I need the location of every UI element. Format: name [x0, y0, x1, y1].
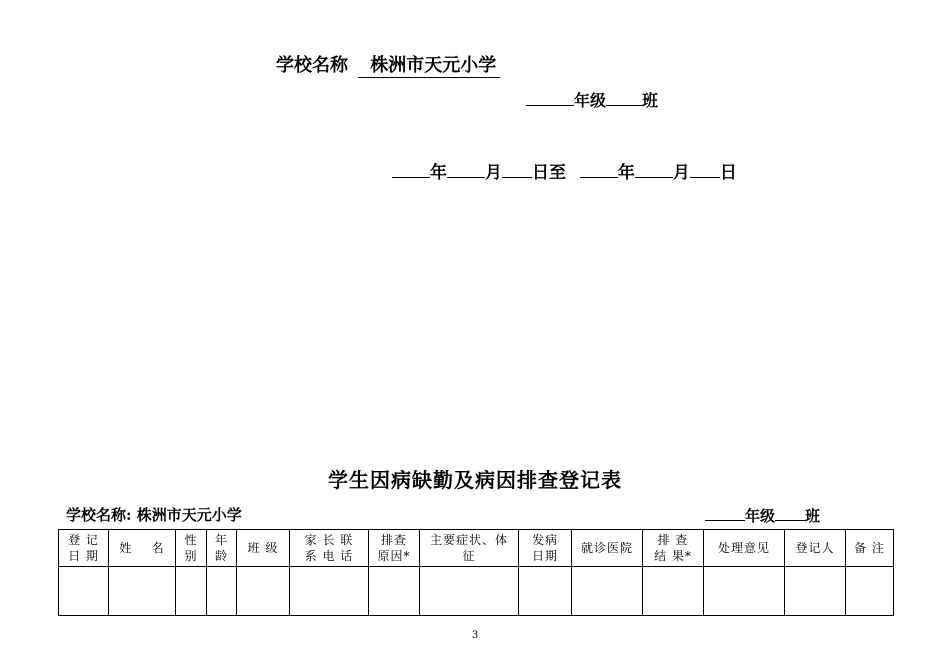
end-day-label: 日 [719, 163, 737, 183]
class-blank [606, 88, 642, 106]
table-cell[interactable] [59, 567, 109, 616]
table-header-row [59, 530, 894, 567]
col-name: 姓 名 [109, 530, 176, 567]
class-label: 班 [642, 91, 659, 110]
col-symptoms: 主要症状、体 征 [420, 530, 519, 567]
start-day-to-label: 日至 [532, 163, 566, 183]
table-row [59, 567, 894, 616]
table-cell[interactable] [290, 567, 369, 616]
table-cell[interactable] [572, 567, 643, 616]
page-number: 3 [471, 630, 479, 641]
col-check-result: 排 查 结 果* [643, 530, 704, 567]
end-year-label: 年 [617, 163, 635, 183]
col-age: 年 龄 [207, 530, 237, 567]
form-school-line: 学校名称: 株洲市天元小学 [66, 506, 242, 524]
form-grade-label: 年级 [745, 506, 776, 525]
col-register-date: 登 记 日 期 [59, 530, 109, 567]
table-cell[interactable] [369, 567, 420, 616]
table-cell[interactable] [420, 567, 519, 616]
start-day-blank [502, 159, 532, 178]
col-hospital: 就诊医院 [572, 530, 643, 567]
col-class: 班 级 [237, 530, 290, 567]
school-name: 株洲市天元小学 [358, 51, 500, 78]
table-cell[interactable] [207, 567, 237, 616]
col-remarks: 备 注 [846, 530, 894, 567]
col-onset-date: 发病 日期 [519, 530, 572, 567]
table-cell[interactable] [785, 567, 846, 616]
start-month-label: 月 [485, 163, 502, 183]
end-year-blank [580, 159, 618, 178]
grade-label: 年级 [574, 91, 607, 110]
col-check-reason: 排查 原因* [369, 530, 420, 567]
col-parent-phone: 家 长 联 系 电 话 [290, 530, 369, 567]
start-month-blank [447, 159, 485, 178]
col-registrar: 登记人 [785, 530, 846, 567]
end-month-blank [635, 159, 673, 178]
table-cell[interactable] [176, 567, 207, 616]
school-name-line [276, 51, 500, 78]
form-class-label: 班 [805, 506, 821, 525]
date-range-line [392, 158, 737, 183]
form-title: 学生因病缺勤及病因排查登记表 [328, 468, 622, 492]
school-label: 学校名称 [276, 55, 348, 76]
table-cell[interactable] [109, 567, 176, 616]
form-grade-class-line [705, 504, 820, 526]
table-cell[interactable] [519, 567, 572, 616]
start-year-blank [392, 159, 430, 178]
end-day-blank [690, 159, 720, 178]
end-month-label: 月 [672, 163, 690, 183]
col-handling-opinion: 处理意见 [704, 530, 785, 567]
grade-class-line [526, 88, 658, 111]
grade-blank [526, 88, 574, 106]
table-cell[interactable] [237, 567, 290, 616]
form-grade-blank [705, 504, 745, 521]
registration-table [58, 529, 894, 616]
form-class-blank [775, 504, 805, 521]
table-cell[interactable] [846, 567, 894, 616]
col-gender: 性 别 [176, 530, 207, 567]
table-cell[interactable] [643, 567, 704, 616]
table-cell[interactable] [704, 567, 785, 616]
start-year-label: 年 [430, 163, 447, 183]
